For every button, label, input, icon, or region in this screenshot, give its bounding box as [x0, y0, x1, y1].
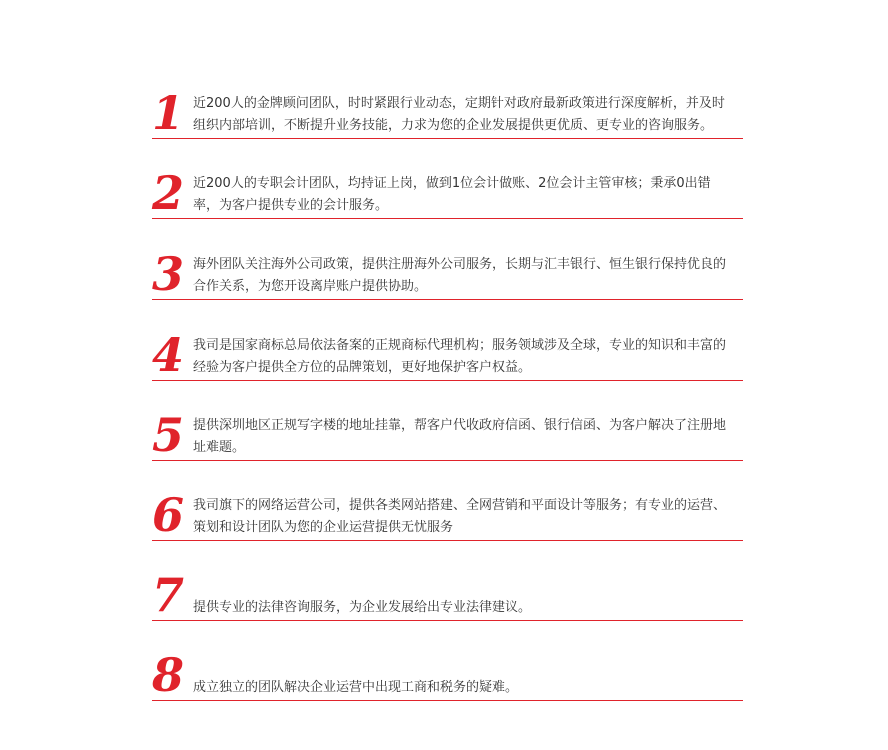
list-item [152, 328, 743, 382]
list-item [152, 568, 743, 622]
item-text: 我司旗下的网络运营公司，提供各类网站搭建、全网营销和平面设计等服务；有专业的运营、策划和设计团队为您的企业运营提供无忧服务 [193, 498, 727, 535]
list-item [152, 247, 743, 301]
item-text: 海外团队关注海外公司政策，提供注册海外公司服务，长期与汇丰银行、恒生银行保持优良的合作关系，为您开设离岸账户提供协助。 [193, 257, 727, 294]
list-item [152, 488, 743, 542]
item-number: 7 [152, 568, 185, 622]
item-text: 近200人的金牌顾问团队，时时紧跟行业动态，定期针对政府最新政策进行深度解析，并及时组织内部培训，不断提升业务技能，力求为您的企业发展提供更优质、更专业的咨询服务。 [193, 96, 725, 133]
item-text: 提供专业的法律咨询服务，为企业发展给出专业法律建议。 [193, 599, 532, 615]
item-number: 5 [152, 408, 185, 462]
list-item [152, 648, 743, 702]
item-number: 2 [152, 166, 185, 220]
item-text: 我司是国家商标总局依法备案的正规商标代理机构；服务领域涉及全球，专业的知识和丰富的经验为客户提供全方位的品牌策划，更好地保护客户权益。 [193, 338, 727, 375]
item-number: 1 [152, 86, 185, 140]
item-text: 提供深圳地区正规写字楼的地址挂靠，帮客户代收政府信函、银行信函、为客户解决了注册地址难题。 [193, 418, 727, 455]
list-item [152, 72, 743, 139]
item-number: 3 [152, 247, 185, 301]
list-item [152, 408, 743, 462]
item-number: 6 [152, 488, 185, 542]
list-item [152, 166, 743, 220]
item-number: 4 [152, 328, 185, 382]
item-text: 近200人的专职会计团队，均持证上岗，做到1位会计做账、2位会计主管审核；秉承0出错率，为客户提供专业的会计服务。 [193, 176, 711, 213]
item-number: 8 [152, 648, 185, 702]
item-text: 成立独立的团队解决企业运营中出现工商和税务的疑难。 [193, 679, 519, 695]
